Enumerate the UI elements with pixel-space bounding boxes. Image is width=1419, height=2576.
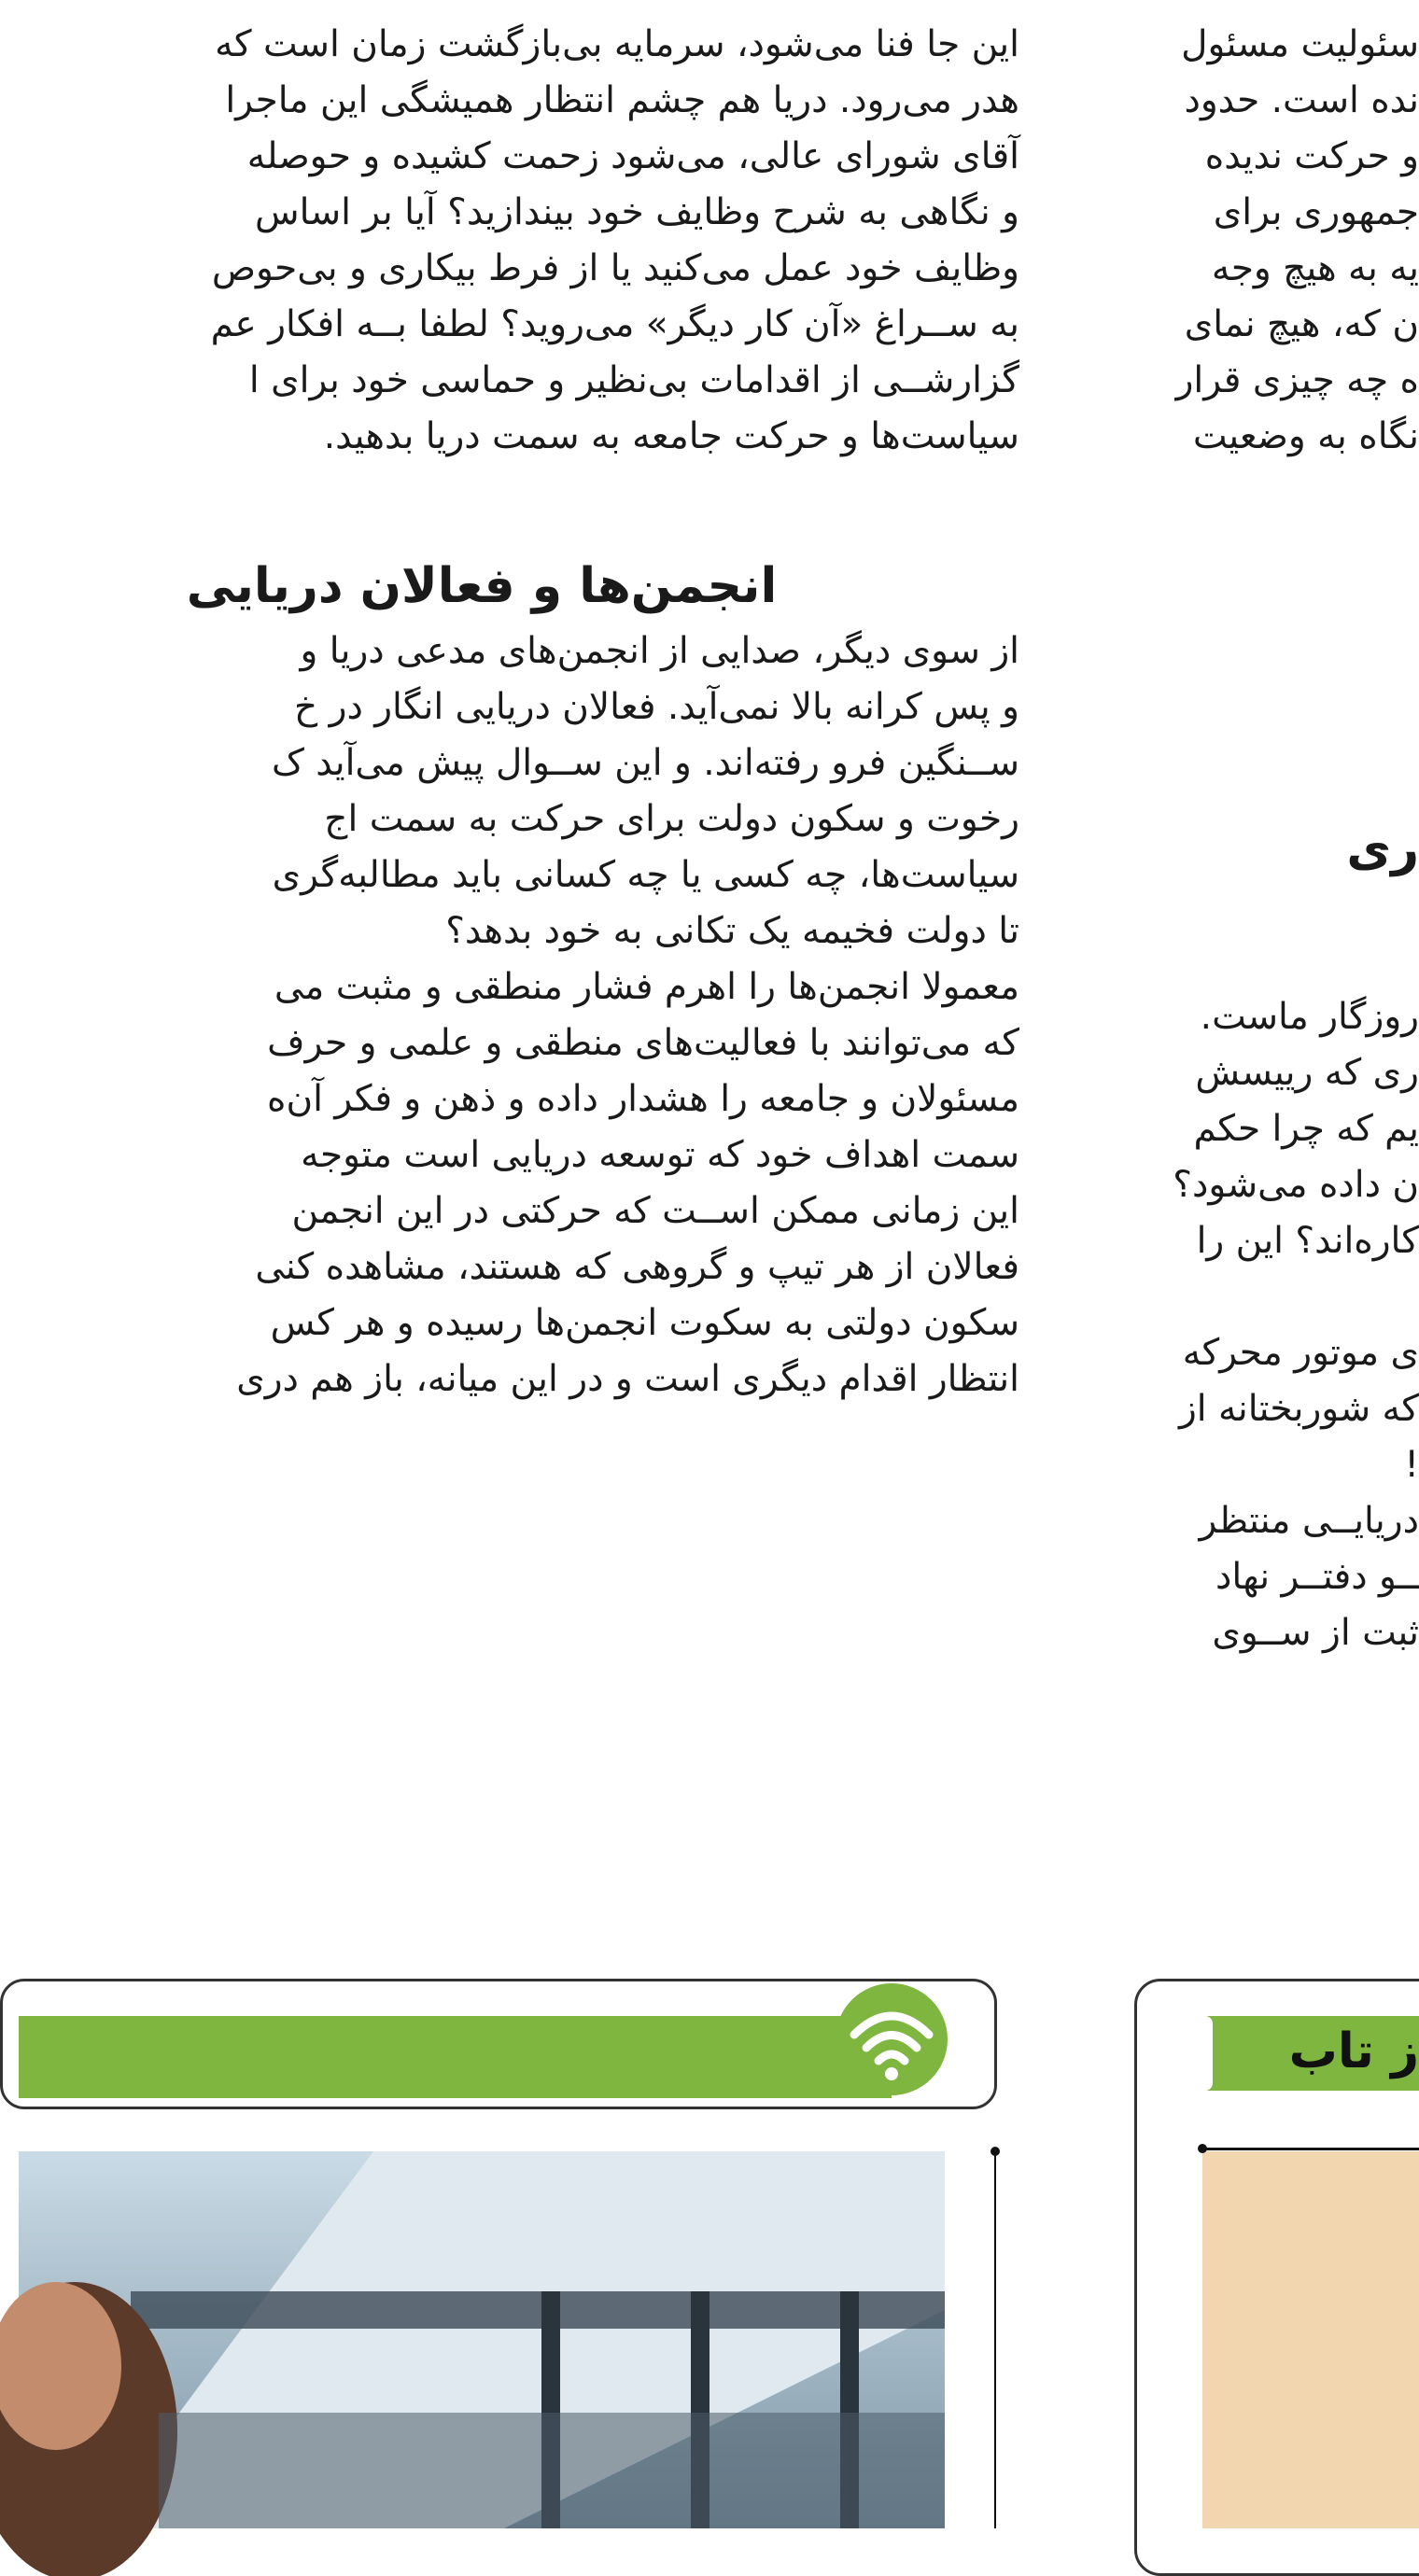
text-line: روزگار ماست. [1200, 996, 1419, 1038]
sidebar-photo-rule [1202, 2148, 1419, 2150]
text-line: سئولیت مسئول [1181, 23, 1419, 65]
left-column [19, 17, 1019, 1407]
article-photo [19, 2151, 945, 2528]
text-line: سیاست‌ها، چه کسی یا چه کسانی باید مطالبه‌گری [272, 854, 1019, 896]
text-line: و نگاهی به شرح وظایف خود بیندازید؟ آیا بر اساس [255, 191, 1019, 233]
sidebar-tab-notch [1200, 2016, 1213, 2091]
text-line: تا دولت فخیمه یک تکانی به خود بدهد؟ [445, 910, 1019, 952]
section-heading-associations: انجمن‌ها و فعالان دریایی [186, 558, 778, 614]
text-line: سمت اهداف خود که توسعه دریایی است متوجه [301, 1134, 1019, 1176]
text-line: ن که، هیچ نمای [1184, 303, 1419, 345]
sidebar-photo-dot [1198, 2144, 1207, 2153]
right-column [1074, 17, 1419, 465]
text-line: سکون دولتی به سکوت انجمن‌ها رسیده و هر کس [270, 1302, 1019, 1344]
associations-paragraph [19, 623, 1019, 1407]
text-line: انتظار اقدام دیگری است و در این میانه، باز هم دری [236, 1358, 1019, 1400]
text-line: از سوی دیگر، صدایی از انجمن‌های مدعی دریا و [300, 630, 1019, 672]
text-line: این جا فنا می‌شود، سرمایه بی‌بازگشت زمان است که [215, 23, 1019, 65]
wifi-icon [831, 1979, 952, 2100]
text-line: ! [1404, 1444, 1419, 1486]
text-line: نده است. حدود [1184, 79, 1419, 121]
text-line: ه چه چیزی قرار [1175, 359, 1419, 401]
photo-rule [994, 2151, 996, 2528]
text-line [1074, 1269, 1419, 1325]
text-line: که می‌توانند با فعالیت‌های منطقی و علمی و حرف [267, 1022, 1019, 1064]
right-bottom-paragraph [1074, 989, 1419, 1661]
sidebar-box-title: ز تاب [1288, 2023, 1419, 2079]
text-line: مسئولان و جامعه را هشدار داده و ذهن و فکر آن‌ه [267, 1078, 1019, 1120]
right-section-heading: ری [1346, 821, 1419, 877]
text-line: جمهوری برای [1213, 191, 1419, 233]
text-line: دریایــی منتظر [1199, 1500, 1419, 1542]
text-line: که شوربختانه از [1178, 1388, 1419, 1430]
text-line: گزارشــی از اقدامات بی‌نظیر و حماسی خود برای ا [248, 359, 1019, 401]
text-line: یم که چرا حکم [1193, 1108, 1419, 1150]
text-line: و حرکت ندیده [1204, 135, 1419, 177]
text-line: رخوت و سکون دولت برای حرکت به سمت اج [324, 798, 1019, 840]
text-line: فعالان از هر تیپ و گروهی که هستند، مشاهده کنی [255, 1246, 1019, 1288]
text-line: ی موتور محرکه [1182, 1332, 1419, 1374]
text-line: کاره‌اند؟ این را [1196, 1220, 1419, 1262]
text-line: هدر می‌رود. دریا هم چشم انتظار همیشگی این ماجرا [225, 79, 1019, 121]
text-line: وظایف خود عمل می‌کنید یا از فرط بیکاری و بی‌حوص [211, 247, 1019, 289]
text-line: به ســراغ «آن کار دیگر» می‌روید؟ لطفا بــه افکار عم [210, 303, 1019, 345]
text-line: ســنگین فرو رفته‌اند. و این ســوال پیش می‌آید ک [271, 742, 1019, 784]
text-line: نگاه به وضعیت [1192, 415, 1419, 457]
text-line: این زمانی ممکن اســت که حرکتی در این انجمن [291, 1190, 1019, 1232]
intro-paragraph [19, 17, 1019, 465]
text-line: ن داده می‌شود؟ [1173, 1164, 1419, 1206]
text-line: ــو دفتــر نهاد [1215, 1556, 1419, 1598]
sidebar-photo [1202, 2151, 1419, 2528]
text-line: یه به هیچ وجه [1211, 247, 1419, 289]
right-top-paragraph [1074, 17, 1419, 465]
text-line: معمولا انجمن‌ها را اهرم فشار منطقی و مثبت می [274, 966, 1019, 1008]
text-line: ثبت از ســوی [1212, 1612, 1419, 1654]
right-column-lower [1074, 989, 1419, 1661]
text-line: آقای شورای عالی، می‌شود زحمت کشیده و حوصله [246, 135, 1019, 177]
photo-rule-dot [990, 2147, 1000, 2156]
text-line: و پس کرانه بالا نمی‌آید. فعالان دریایی انگار در خ [294, 686, 1019, 728]
header-green-bar [19, 2016, 892, 2098]
text-line: ری که رییسش [1195, 1052, 1419, 1094]
text-line: سیاست‌ها و حرکت جامعه به سمت دریا بدهید. [323, 415, 1019, 457]
